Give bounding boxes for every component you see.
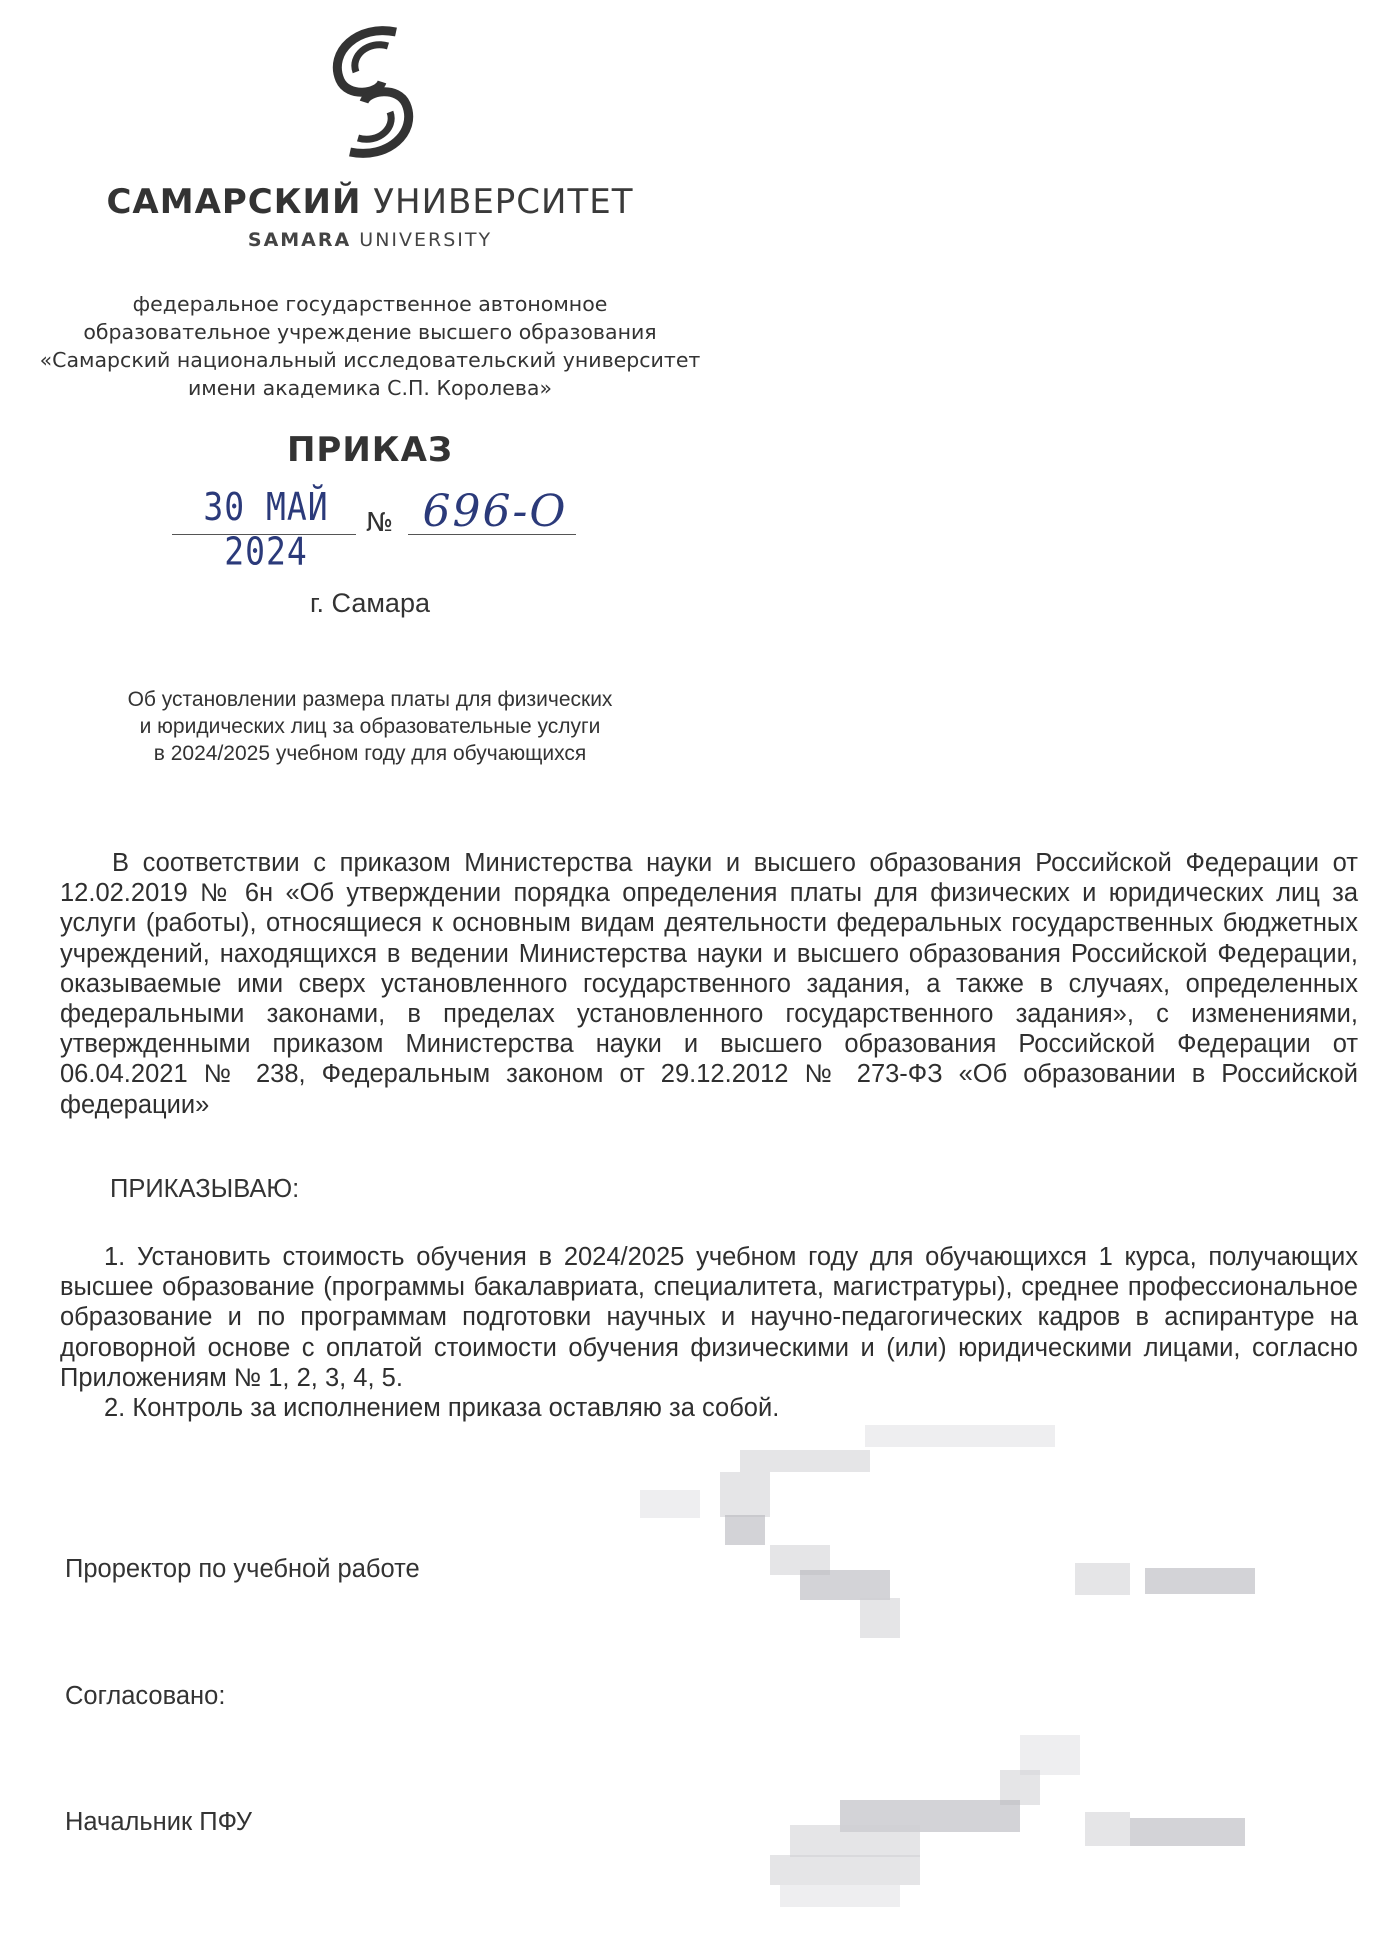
preamble: [60, 848, 1358, 1120]
university-name: [100, 182, 640, 222]
agreed-label: Согласовано:: [65, 1682, 226, 1710]
preamble-paragraph: В соответствии с приказом Министерства науки и высшего образования Российской Федерации от 12.02.2019 № 6н «Об утверждении порядка определения платы для физических и юридических лиц за услуги (работы), относящиеся к основным видам деятельности федеральных государственных бюджетных учреждений, находящихся в ведении Министерства науки и высшего образования Российской Федерации, оказываемые ими сверх установленного государственного задания, а также в случаях, определенных федеральными законами, в пределах установленного государственного задания», с изменениями, утвержденными приказом Министерства науки и высшего образования Российской Федерации от 06.04.2021 № 238, Федеральным законом от 29.12.2012 № 273-ФЗ «Об образовании в Российской федерации»: [60, 849, 1358, 1119]
order-number-handwritten: 696-О: [422, 486, 568, 537]
org-line: имени академика С.П. Королева»: [187, 376, 552, 400]
order-items: [60, 1242, 1358, 1423]
pfu-label: Начальник ПФУ: [65, 1808, 253, 1836]
date-underline: [172, 534, 356, 535]
city: г. Самара: [310, 588, 430, 618]
document-title: ПРИКАЗ: [286, 430, 454, 470]
order-date-stamp: 30 МАЙ 2024: [203, 484, 329, 574]
university-name-en-bold: SAMARA: [247, 229, 352, 251]
order-item: 1. Установить стоимость обучения в 2024/2025 учебном году для обучающихся 1 курса, получающих высшее образование (программы бакалавриата, специалитета, магистратуры), среднее профессиональное образование и по программам подготовки научных и научно-педагогических кадров в аспирантуре на договорной основе с оплатой стоимости обучения физическими и (или) юридическими лицами, согласно Приложениям № 1, 2, 3, 4, 5.: [60, 1243, 1358, 1392]
order-subject: [60, 686, 680, 767]
order-item: 2. Контроль за исполнением приказа оставляю за собой.: [104, 1394, 780, 1423]
university-name-bold: САМАРСКИЙ: [106, 182, 362, 222]
subject-line: и юридических лиц за образовательные услуги: [139, 715, 601, 738]
subject-line: в 2024/2025 учебном году для обучающихся: [153, 742, 587, 765]
organization-name: [20, 290, 720, 402]
university-name-light: УНИВЕРСИТЕТ: [373, 182, 634, 222]
university-name-en: [100, 229, 640, 251]
university-logo-icon: [318, 22, 428, 162]
org-line: федеральное государственное автономное: [132, 292, 608, 316]
number-underline: [408, 534, 576, 535]
number-sign: №: [366, 508, 394, 538]
order-word: ПРИКАЗЫВАЮ:: [110, 1175, 300, 1203]
org-line: образовательное учреждение высшего образования: [83, 320, 657, 344]
university-name-en-light: UNIVERSITY: [359, 229, 493, 251]
org-line: «Самарский национальный исследовательский университет: [39, 348, 701, 372]
prorector-label: Проректор по учебной работе: [65, 1555, 420, 1583]
subject-line: Об установлении размера платы для физических: [127, 688, 613, 711]
